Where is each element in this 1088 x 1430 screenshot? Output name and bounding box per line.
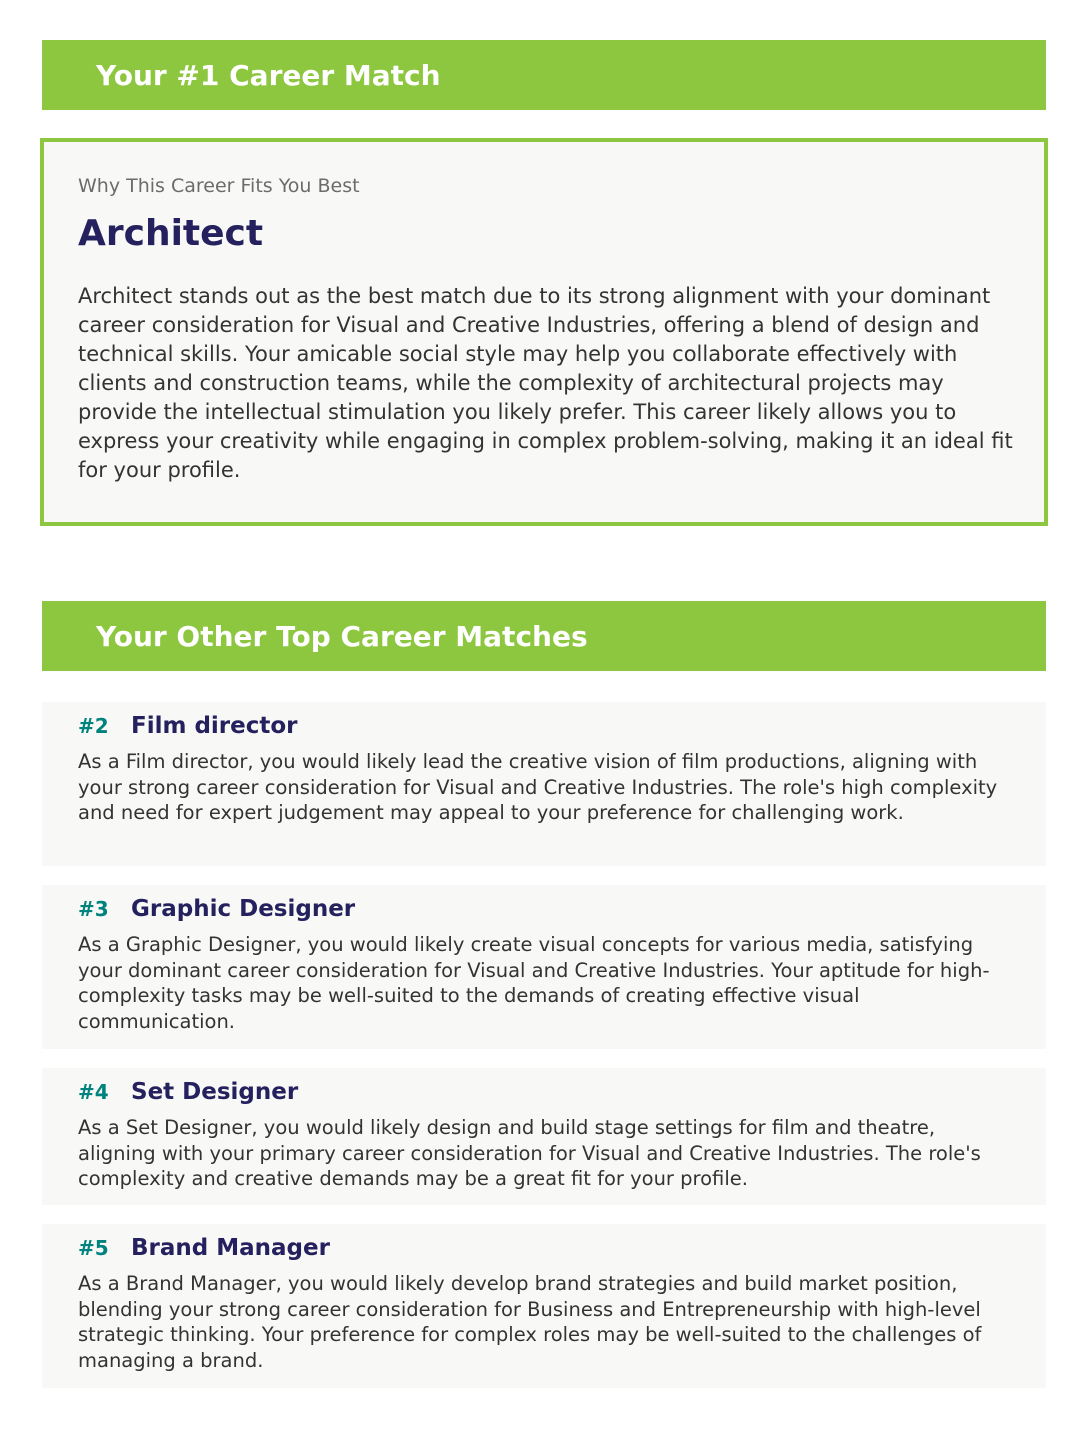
match-rank: #5	[78, 1236, 109, 1260]
best-match-title: Architect	[78, 213, 264, 254]
match-rank: #4	[78, 1080, 109, 1104]
match-title: Graphic Designer	[131, 896, 356, 922]
match-card	[42, 885, 1046, 1049]
match-header	[78, 713, 1010, 743]
match-rank: #3	[78, 897, 109, 921]
match-description: As a Set Designer, you would likely design and build stage settings for film and theatre, aligning with your primary career consideration for Visual and Creative Industries. The role's complexity and creative demands may be a great fit for your profile.	[78, 1116, 981, 1190]
section-heading: Your #1 Career Match	[96, 58, 441, 92]
match-title: Film director	[131, 713, 298, 739]
match-card	[42, 1224, 1046, 1388]
match-header	[78, 1235, 1010, 1265]
match-description: As a Brand Manager, you would likely develop brand strategies and build market position, blending your strong career consideration for Business and Entrepreneurship with high-level strategic thinking. Your preference for complex roles may be well-suited to the challenges of managing a brand.	[78, 1272, 982, 1372]
match-card	[42, 702, 1046, 866]
section-heading: Your Other Top Career Matches	[96, 619, 588, 653]
top-match-banner	[42, 40, 1046, 110]
match-description: As a Film director, you would likely lead the creative vision of film productions, aligning with your strong career consideration for Visual and Creative Industries. The role's high complexity and need for expert judgement may appeal to your preference for challenging work.	[78, 750, 998, 824]
best-match-description: Architect stands out as the best match due to its strong alignment with your dominant career consideration for Visual and Creative Industries, offering a blend of design and technical skills. Your amicable social style may help you collaborate effectively with clients and construction teams, while the complexity of architectural projects may provide the intellectual stimulation you likely prefer. This career likely allows you to express your creativity while engaging in complex problem-solving, making it an ideal fit for your profile.	[78, 284, 1013, 482]
match-header	[78, 1079, 1010, 1109]
match-rank: #2	[78, 714, 109, 738]
other-matches-banner	[42, 601, 1046, 671]
best-match-card	[40, 138, 1048, 526]
match-card	[42, 1068, 1046, 1205]
best-match-subtitle: Why This Career Fits You Best	[78, 175, 360, 197]
match-description: As a Graphic Designer, you would likely create visual concepts for various media, satisfying your dominant career consideration for Visual and Creative Industries. Your aptitude for high-complexity tasks may be well-suited to the demands of creating effective visual communication.	[78, 933, 990, 1033]
match-header	[78, 896, 1010, 926]
match-title: Brand Manager	[131, 1235, 330, 1261]
match-title: Set Designer	[131, 1079, 299, 1105]
